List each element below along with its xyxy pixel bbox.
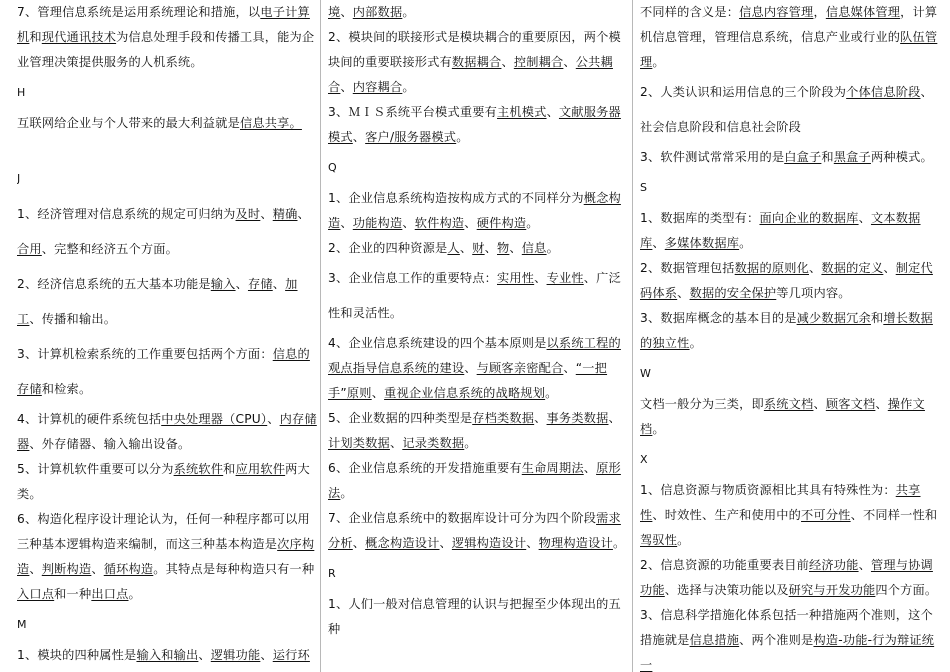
underlined-term: 物理构造设计 bbox=[538, 536, 613, 550]
underlined-term: 软件构造 bbox=[414, 216, 465, 230]
underlined-term: 逻辑构造设计 bbox=[451, 536, 527, 550]
text-run: 、 bbox=[459, 241, 473, 255]
text-run: 4、计算机的硬件系统包括 bbox=[17, 412, 162, 426]
underlined-term: 控制耦合 bbox=[513, 55, 564, 69]
text-run: 3、数据库概念的基本目的是 bbox=[640, 311, 797, 325]
text-run: 2、经济信息系统的五大基本功能是 bbox=[17, 277, 211, 291]
underlined-term: 信息的存储 bbox=[17, 347, 310, 396]
text-run: 、 bbox=[402, 216, 415, 230]
text-run: 、 bbox=[272, 277, 286, 291]
text-run: 、 bbox=[260, 207, 273, 221]
underlined-term: 境 bbox=[328, 5, 341, 19]
paragraph bbox=[328, 0, 628, 25]
text-run: 3、软件测试常常采用的是 bbox=[640, 150, 785, 164]
paragraph bbox=[328, 406, 628, 456]
column-divider bbox=[320, 0, 321, 672]
section-letter-heading: R bbox=[328, 567, 336, 580]
text-run: 和检索。 bbox=[41, 382, 92, 396]
text-run: 、 bbox=[509, 241, 522, 255]
text-run: 。 bbox=[402, 80, 415, 94]
underlined-term: 中央处理器（CPU） bbox=[161, 412, 268, 426]
underlined-term: 循环构造 bbox=[103, 562, 154, 576]
underlined-term: 财 bbox=[472, 241, 485, 255]
underlined-term: 存储 bbox=[247, 277, 273, 291]
underlined-term: 加工 bbox=[17, 277, 298, 326]
underlined-term: 计划类数据 bbox=[328, 436, 390, 450]
text-run: 、 bbox=[260, 648, 273, 662]
text-run: 。 bbox=[739, 236, 752, 250]
text-run: 、 bbox=[389, 436, 403, 450]
underlined-term: 内部数据 bbox=[352, 5, 403, 19]
underlined-term: 共享性 bbox=[640, 483, 921, 522]
text-run: 2、信息资源的功能重要表目前 bbox=[640, 558, 809, 572]
text-run: 、 bbox=[29, 562, 42, 576]
underlined-term: 数据的定义 bbox=[821, 261, 884, 275]
paragraph bbox=[328, 592, 628, 642]
text-run: 、 bbox=[534, 271, 547, 285]
text-run: 6、构造化程序设计理论认为，任何一种程序都可以用三种基本逻辑构造来编制，而这三种基本构造是 bbox=[17, 512, 310, 551]
section-letter-heading: W bbox=[640, 367, 651, 380]
underlined-term: 概念构造设计 bbox=[365, 536, 440, 550]
underlined-term: 白盒子 bbox=[784, 150, 822, 164]
text-run: 、广泛性和灵活性。 bbox=[328, 271, 621, 320]
text-run: 、 bbox=[464, 216, 477, 230]
text-run: 。 bbox=[652, 422, 665, 436]
underlined-term: 需求分析 bbox=[328, 511, 621, 550]
text-run: 、外存储器、输入输出设备。 bbox=[29, 437, 191, 451]
underlined-term: 及时 bbox=[235, 207, 261, 221]
paragraph bbox=[17, 111, 317, 136]
text-run: 1、模块的四种属性是 bbox=[17, 648, 137, 662]
underlined-term: 不可分性 bbox=[801, 508, 851, 522]
text-run: 。 bbox=[612, 536, 626, 550]
underlined-term: 输入 bbox=[210, 277, 236, 291]
text-run: 、 bbox=[858, 558, 871, 572]
underlined-term: 研究与开发功能 bbox=[788, 583, 876, 597]
text-run: 。 bbox=[340, 486, 353, 500]
underlined-term: 系统文档 bbox=[763, 397, 814, 411]
underlined-term: 概念构造 bbox=[328, 191, 621, 230]
underlined-term: 现代通讯技术 bbox=[41, 30, 117, 44]
underlined-term: 黑盒子 bbox=[833, 150, 871, 164]
paragraph bbox=[17, 457, 317, 507]
underlined-term: 操作文档 bbox=[640, 397, 925, 436]
underlined-term: “一把手”原则 bbox=[328, 361, 608, 400]
text-run: ，计算机信息管理，管理信息系统，信息产业或行业的 bbox=[640, 5, 938, 44]
section-letter-heading: X bbox=[640, 453, 648, 466]
underlined-term: 增长数据的独立性 bbox=[640, 311, 933, 350]
underlined-term: 制定代码体系 bbox=[640, 261, 933, 300]
underlined-term: 多媒体数据库 bbox=[664, 236, 740, 250]
paragraph bbox=[328, 506, 628, 556]
text-run: 1、企业信息系统构造按构成方式的不同样分为 bbox=[328, 191, 584, 205]
text-run: 5、企业数据的四种类型是 bbox=[328, 411, 473, 425]
underlined-term: 实用性 bbox=[497, 271, 535, 285]
text-run: 。 bbox=[652, 55, 665, 69]
paragraph bbox=[17, 267, 317, 337]
text-run: 、 bbox=[677, 286, 690, 300]
underlined-term: 存档类数据 bbox=[472, 411, 535, 425]
text-run: 、选择与决策功能以及 bbox=[664, 583, 789, 597]
text-run: 、 bbox=[91, 562, 104, 576]
text-run: 。 bbox=[402, 5, 415, 19]
text-run: 。 bbox=[464, 436, 477, 450]
paragraph bbox=[328, 236, 628, 261]
underlined-term: 系统软件 bbox=[173, 462, 224, 476]
text-column-left bbox=[17, 0, 317, 672]
text-run: 2、模块间的联接形式是模块耦合的重要原因，两个模块间的重要联接形式有 bbox=[328, 30, 621, 69]
underlined-term: 出口点 bbox=[91, 587, 129, 601]
underlined-term: 驾驭性 bbox=[640, 533, 678, 547]
paragraph bbox=[640, 75, 940, 145]
text-run: 、时效性、生产和使用中的 bbox=[652, 508, 802, 522]
text-run: 。 bbox=[128, 587, 141, 601]
text-run: 和 bbox=[821, 150, 834, 164]
text-run: 、 bbox=[484, 241, 498, 255]
text-run: 、 bbox=[563, 361, 576, 375]
text-run: 、社会信息阶段和信息社会阶段 bbox=[640, 85, 933, 134]
text-run: 、 bbox=[563, 55, 576, 69]
text-run: 。 bbox=[545, 386, 558, 400]
underlined-term: 主机模式 bbox=[497, 105, 547, 119]
text-run: 、 bbox=[652, 236, 665, 250]
underlined-term: 与顾客亲密配合 bbox=[476, 361, 564, 375]
underlined-term: 队伍管理 bbox=[640, 30, 938, 69]
paragraph bbox=[640, 206, 940, 256]
text-run: 2、数据管理包括 bbox=[640, 261, 735, 275]
text-column-middle bbox=[328, 0, 628, 672]
text-run: 。 bbox=[456, 130, 469, 144]
section-letter-heading: Q bbox=[328, 161, 337, 174]
underlined-term: 入口点 bbox=[17, 587, 55, 601]
text-run: 2、人类认识和运用信息的三个阶段为 bbox=[640, 85, 847, 99]
underlined-term: 电子计算机 bbox=[17, 5, 310, 44]
text-run: 四个方面。 bbox=[875, 583, 938, 597]
text-run: 、 bbox=[858, 211, 871, 225]
paragraph bbox=[17, 0, 317, 75]
underlined-term: 减少数据冗余 bbox=[796, 311, 871, 325]
text-run: 为信息处理手段和传播工具，能为企业管理决策提供服务的人机系统。 bbox=[17, 30, 315, 69]
underlined-term: 信息共享。 bbox=[239, 116, 302, 130]
text-run: 、 bbox=[501, 55, 514, 69]
column-divider bbox=[632, 0, 633, 672]
text-run: 、 bbox=[352, 536, 366, 550]
text-run: 3、ＭＩＳ系统平台模式重要有 bbox=[328, 105, 497, 119]
underlined-term: 精确 bbox=[272, 207, 298, 221]
underlined-term: 个体信息阶段 bbox=[846, 85, 921, 99]
text-run: 、 bbox=[340, 5, 353, 19]
text-run: 、 bbox=[371, 386, 385, 400]
underlined-term: 信息内容管理 bbox=[739, 5, 814, 19]
text-run: 不同样的含义是： bbox=[640, 5, 740, 19]
section-letter-heading: J bbox=[17, 172, 21, 185]
blank-line bbox=[17, 136, 317, 161]
text-run: 5、计算机软件重要可以分为 bbox=[17, 462, 174, 476]
underlined-term: 人 bbox=[447, 241, 460, 255]
paragraph bbox=[17, 407, 317, 457]
text-run: 1、信息资源与物质资源相比其具有特殊性为： bbox=[640, 483, 896, 497]
text-run: 。 bbox=[677, 533, 690, 547]
text-run: 、传播和输出。 bbox=[29, 312, 117, 326]
underlined-term: 文本数据库 bbox=[640, 211, 921, 250]
underlined-term: 事务类数据 bbox=[546, 411, 609, 425]
text-run: 、 bbox=[809, 261, 822, 275]
underlined-term: 判断构造 bbox=[41, 562, 92, 576]
underlined-term: 客户/服务器模式 bbox=[365, 130, 457, 144]
section-letter-heading: S bbox=[640, 181, 647, 194]
paragraph bbox=[640, 0, 940, 75]
text-run: 、 bbox=[235, 277, 248, 291]
paragraph bbox=[640, 553, 940, 603]
paragraph bbox=[640, 145, 940, 170]
paragraph bbox=[17, 337, 317, 407]
text-column-right bbox=[640, 0, 940, 672]
underlined-term: 数据的安全保护 bbox=[689, 286, 777, 300]
text-run: 1、人们一般对信息管理的认识与把握至少体现出的五种 bbox=[328, 597, 621, 636]
underlined-term: 构造-功能-行为辩证统一 bbox=[640, 633, 935, 672]
text-run: 和 bbox=[223, 462, 236, 476]
text-run: 、 bbox=[352, 130, 366, 144]
underlined-term: 信息措施 bbox=[689, 633, 740, 647]
text-run: 、 bbox=[883, 261, 896, 275]
text-run: 3、企业信息工作的重要特点： bbox=[328, 271, 497, 285]
underlined-term: 内容耦合 bbox=[352, 80, 403, 94]
underlined-term: 顾客文档 bbox=[825, 397, 876, 411]
text-run: 7、企业信息系统中的数据库设计可分为四个阶段 bbox=[328, 511, 597, 525]
text-run: 、两个准则是 bbox=[739, 633, 814, 647]
underlined-term: 次序构造 bbox=[17, 537, 315, 576]
underlined-term: 数据的原则化 bbox=[734, 261, 809, 275]
text-run: 、 bbox=[297, 207, 310, 221]
text-run: 3、信息科学措施化体系包括一种措施两个准则，这个措施就是 bbox=[640, 608, 933, 647]
text-run: 、不同样一性和 bbox=[850, 508, 938, 522]
underlined-term: 输入和输出 bbox=[136, 648, 199, 662]
text-run: 1、经济管理对信息系统的规定可归纳为 bbox=[17, 207, 236, 221]
underlined-term: 公共耦合 bbox=[328, 55, 613, 94]
text-run: 1、数据库的类型有： bbox=[640, 211, 760, 225]
text-run: 文档一般分为三类，即 bbox=[640, 397, 764, 411]
underlined-term: 应用软件 bbox=[235, 462, 286, 476]
underlined-term: 生命周期法 bbox=[521, 461, 584, 475]
paragraph bbox=[640, 306, 940, 356]
text-run: 。 bbox=[526, 216, 539, 230]
text-run: 、 bbox=[198, 648, 211, 662]
text-run: 、 bbox=[583, 461, 597, 475]
paragraph bbox=[328, 25, 628, 100]
paragraph bbox=[328, 100, 628, 150]
underlined-term: 原形法 bbox=[328, 461, 621, 500]
paragraph bbox=[17, 197, 317, 267]
underlined-term: 重视企业信息系统的战略规划 bbox=[384, 386, 546, 400]
paragraph bbox=[328, 331, 628, 406]
underlined-term: 以系统工程的观点指导信息系统的建设 bbox=[328, 336, 621, 375]
text-run: 。 bbox=[546, 241, 559, 255]
text-run: 、 bbox=[439, 536, 452, 550]
text-run: 、 bbox=[875, 397, 888, 411]
text-run: ， bbox=[813, 5, 826, 19]
text-run: 和 bbox=[29, 30, 42, 44]
text-run: 、 bbox=[534, 411, 547, 425]
underlined-term: 运行环 bbox=[272, 648, 310, 662]
text-run: 、 bbox=[340, 80, 353, 94]
text-run: 、 bbox=[608, 411, 621, 425]
section-letter-heading: H bbox=[17, 86, 26, 99]
text-run: 、 bbox=[464, 361, 477, 375]
section-letter-heading: M bbox=[17, 618, 27, 631]
paragraph bbox=[328, 186, 628, 236]
underlined-term: 记录类数据 bbox=[402, 436, 465, 450]
text-run: 3、计算机检索系统的工作重要包括两个方面： bbox=[17, 347, 273, 361]
paragraph bbox=[17, 507, 317, 607]
text-run: 。 bbox=[689, 336, 702, 350]
underlined-term: 物 bbox=[497, 241, 510, 255]
text-run: 、 bbox=[813, 397, 826, 411]
text-run: 。其特点是每种构造只有一种 bbox=[153, 562, 315, 576]
underlined-term: 面向企业的数据库 bbox=[759, 211, 859, 225]
paragraph bbox=[328, 261, 628, 331]
text-run: 、完整和经济五个方面。 bbox=[41, 242, 179, 256]
text-run: 两大类。 bbox=[17, 462, 310, 501]
underlined-term: 硬件构造 bbox=[476, 216, 527, 230]
text-run: 互联网给企业与个人带来的最大利益就是 bbox=[17, 116, 240, 130]
underlined-term: 信息 bbox=[521, 241, 547, 255]
text-run: 、 bbox=[546, 105, 559, 119]
text-run: 、 bbox=[267, 412, 280, 426]
underlined-term: 管理与协调功能 bbox=[640, 558, 933, 597]
text-run: 和一种 bbox=[54, 587, 92, 601]
paragraph bbox=[328, 456, 628, 506]
underlined-term: 内存储器 bbox=[17, 412, 317, 451]
text-run: 、 bbox=[340, 216, 353, 230]
paragraph bbox=[640, 478, 940, 553]
text-run: 7、管理信息系统是运用系统理论和措施，以 bbox=[17, 5, 261, 19]
text-run: 6、企业信息系统的开发措施重要有 bbox=[328, 461, 522, 475]
underlined-term: 功能构造 bbox=[352, 216, 403, 230]
text-run: 、 bbox=[526, 536, 539, 550]
underlined-term: 专业性 bbox=[546, 271, 584, 285]
underlined-term: 合用 bbox=[17, 242, 42, 256]
paragraph bbox=[640, 256, 940, 306]
text-run: 两种模式。 bbox=[870, 150, 933, 164]
underlined-term: 信息媒体管理 bbox=[825, 5, 901, 19]
underlined-term: 逻辑功能 bbox=[210, 648, 261, 662]
paragraph bbox=[17, 643, 317, 668]
text-run: 等几项内容。 bbox=[776, 286, 851, 300]
text-run: 和 bbox=[870, 311, 884, 325]
text-run: 4、企业信息系统建设的四个基本原则是 bbox=[328, 336, 547, 350]
paragraph bbox=[640, 603, 940, 672]
underlined-term: 数据耦合 bbox=[451, 55, 502, 69]
underlined-term: 经济功能 bbox=[809, 558, 859, 572]
underlined-term: 文献服务器模式 bbox=[328, 105, 621, 144]
text-run: 2、企业的四种资源是 bbox=[328, 241, 448, 255]
paragraph bbox=[640, 392, 940, 442]
